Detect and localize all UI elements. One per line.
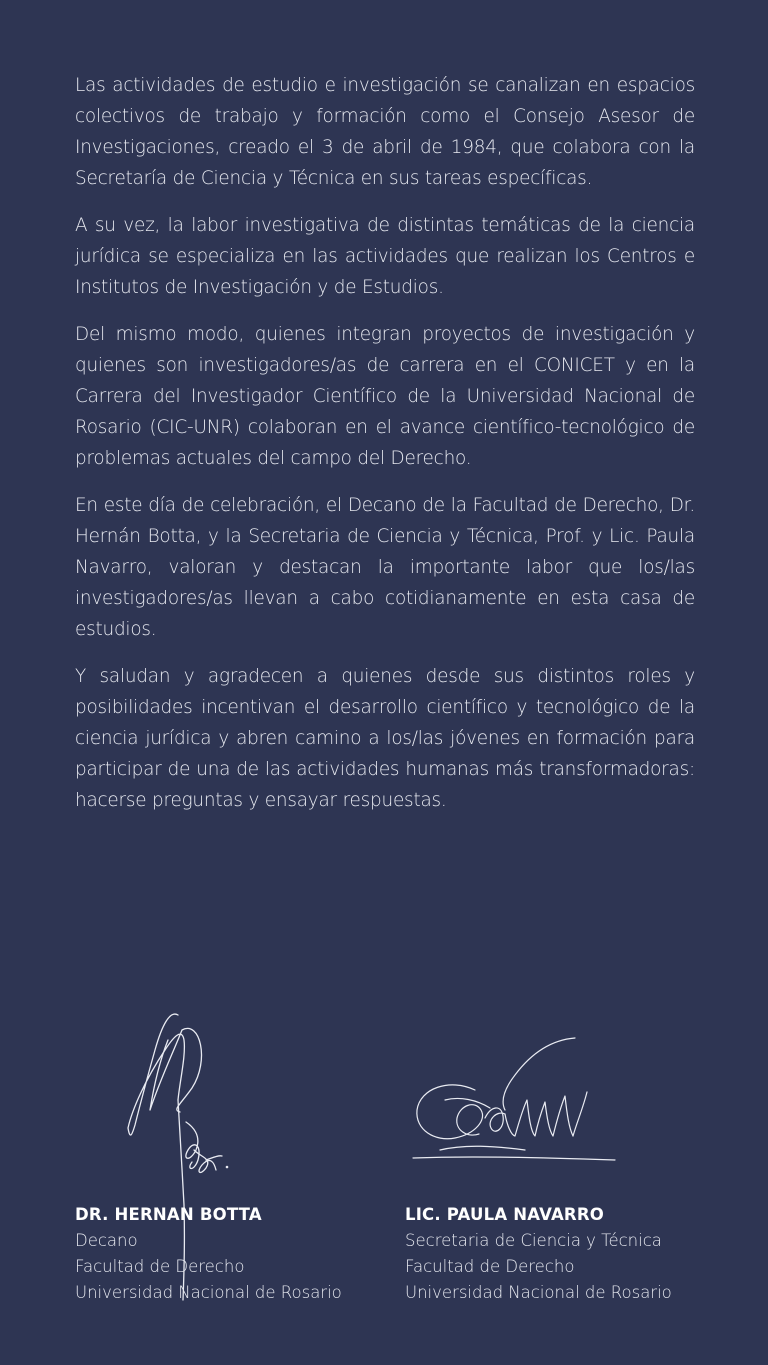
paragraph-3: Del mismo modo, quienes integran proyectos de investigación y quienes son investigadores/as de carrera en el CONICET y en la Carrera del Investigador Científico de la Universidad Nacional de Rosario (CIC-UNR) colaboran en el avance científico-tecnológico de problemas actuales del campo del Derecho.: [75, 324, 695, 469]
signatory-faculty: Facultad de Derecho: [75, 1257, 245, 1276]
paragraph-1: Las actividades de estudio e investigación se canalizan en espacios colectivos de trabajo y formación como el Consejo Asesor de Investigaciones, creado el 3 de abril de 1984, que colabora con la Secretaría de Ciencia y Técnica en sus tareas específicas.: [75, 75, 695, 189]
signatory-title: Secretaria de Ciencia y Técnica: [405, 1231, 662, 1250]
signature-navarro-icon: [405, 1030, 620, 1180]
signatory-name: LIC. PAULA NAVARRO: [405, 1205, 604, 1224]
paragraph-5: Y saludan y agradecen a quienes desde sus distintos roles y posibilidades incentivan el desarrollo científico y tecnológico de la ciencia jurídica y abren camino a los/las jóvenes en formación para participar de una de las actividades humanas más transformadoras: hacerse preguntas y ensayar respuestas.: [75, 666, 695, 811]
signatory-university: Universidad Nacional de Rosario: [75, 1283, 342, 1302]
signatory-university: Universidad Nacional de Rosario: [405, 1283, 672, 1302]
signatory-name: DR. HERNAN BOTTA: [75, 1205, 262, 1224]
signatory-botta: [75, 1202, 342, 1306]
signatory-navarro: [405, 1202, 672, 1306]
signatory-faculty: Facultad de Derecho: [405, 1257, 575, 1276]
signatory-title: Decano: [75, 1231, 138, 1250]
body-text: [75, 70, 695, 832]
paragraph-2: A su vez, la labor investigativa de distintas temáticas de la ciencia jurídica se especializa en las actividades que realizan los Centros e Institutos de Investigación y de Estudios.: [75, 215, 695, 298]
paragraph-4: En este día de celebración, el Decano de la Facultad de Derecho, Dr. Hernán Botta, y la Secretaria de Ciencia y Técnica, Prof. y Lic. Paula Navarro, valoran y destacan la importante labor que los/las investigadores/as llevan a cabo cotidianamente en esta casa de estudios.: [75, 495, 695, 640]
